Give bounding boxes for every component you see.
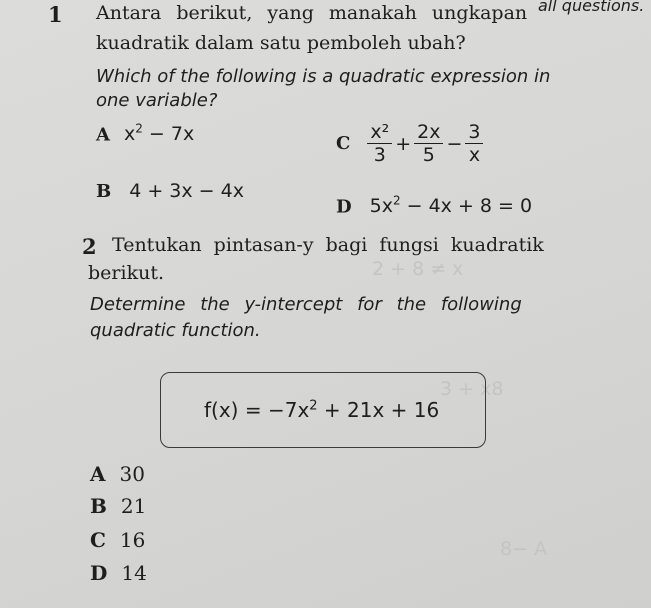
q2-option-b-value: 21 — [120, 494, 147, 518]
question-1-number: 1 — [48, 2, 63, 27]
question-1-malay-line-2: kuadratik dalam satu pemboleh ubah? — [96, 32, 466, 54]
q2-option-c-letter: C — [90, 528, 106, 552]
q1-option-c-expression: $\frac{\text{x²}}{3}$ + $\frac{2x}{5}$ − $\frac{3}{x}$ — [364, 122, 486, 165]
q2-option-a-value: 30 — [119, 462, 145, 486]
question-2-english-line-1: Determine the y-intercept for the following — [90, 294, 522, 315]
question-2-malay-line-2: berikut. — [88, 262, 164, 284]
q1-option-a-letter: A — [96, 124, 110, 146]
question-1-english-line-1: Which of the following is a quadratic expression in — [96, 66, 551, 87]
q1-option-d-letter: D — [336, 196, 352, 218]
q2-option-c-value: 16 — [119, 528, 146, 552]
q1-option-b[interactable] — [96, 180, 244, 202]
question-1-malay-line-1: Antara berikut, yang manakah ungkapan — [96, 2, 528, 24]
q2-option-d[interactable] — [90, 561, 147, 585]
show-through-text: 2 + 8 ≠ x — [372, 258, 464, 280]
q1-option-a-expression: $x^2 - 7x$ — [123, 122, 195, 146]
q2-option-a[interactable] — [90, 462, 145, 486]
question-1-english-line-2: one variable? — [96, 90, 218, 111]
question-2-english-line-2: quadratic function. — [90, 320, 261, 341]
q1-option-c[interactable] — [336, 122, 486, 165]
q2-option-b-letter: B — [90, 494, 107, 518]
question-2-number: 2 — [82, 234, 97, 259]
q1-option-d-expression: $5x^2 - 4x + 8 = 0$ — [369, 194, 533, 218]
q2-option-a-letter: A — [90, 462, 106, 486]
q1-option-b-expression: 4 + 3x − 4x — [129, 180, 244, 202]
question-2-malay-line-1: Tentukan pintasan-y bagi fungsi kuadratik — [112, 234, 544, 256]
q2-option-d-letter: D — [90, 561, 108, 585]
q2-option-d-value: 14 — [121, 561, 147, 585]
q1-option-d[interactable] — [336, 194, 532, 217]
q2-option-b[interactable] — [90, 494, 146, 518]
header-text: all questions. — [538, 0, 645, 15]
q1-option-b-letter: B — [96, 181, 112, 202]
quadratic-function: $f(x) = -7x^2 + 21x + 16$ — [204, 398, 440, 422]
show-through-text: 8− A — [500, 538, 548, 560]
show-through-text: 3 + x8 — [440, 378, 504, 400]
q1-option-a[interactable] — [96, 122, 194, 145]
q2-option-c[interactable] — [90, 528, 145, 552]
q1-option-c-letter: C — [336, 133, 351, 154]
